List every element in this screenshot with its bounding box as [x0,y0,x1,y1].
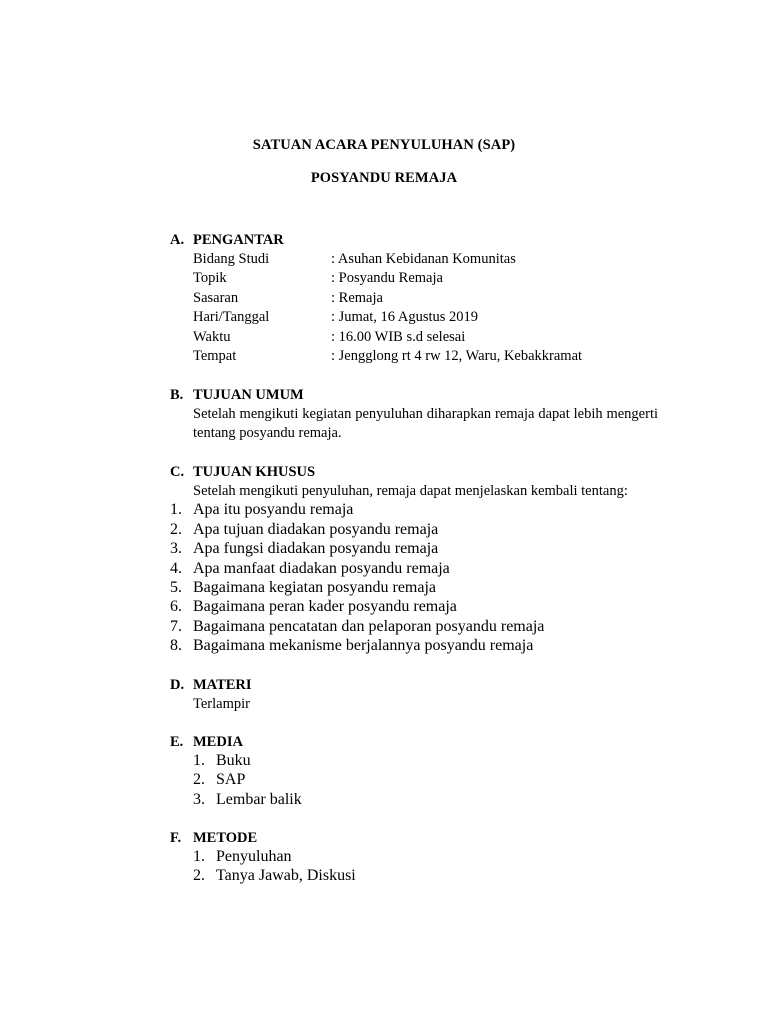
list-item [170,618,660,637]
section-letter: D. [170,677,185,693]
section-heading [170,230,660,250]
section-heading-text: TUJUAN KHUSUS [193,464,316,480]
info-row [193,250,660,269]
list-item [193,867,660,886]
section-tujuan-khusus [170,462,660,657]
info-row [193,269,660,288]
section-heading [170,828,660,848]
list-item [193,771,660,790]
section-metode [170,828,660,887]
info-value: : 16.00 WIB s.d selesai [331,328,466,345]
section-body [193,482,660,501]
info-key: Waktu [193,328,231,345]
list-text: Apa itu posyandu remaja [193,501,354,519]
info-row [193,289,660,308]
section-paragraph: Terlampir [193,696,250,712]
list-number: 2. [193,867,205,885]
list-text: Bagaimana mekanisme berjalannya posyandu remaja [193,637,534,655]
list-text: SAP [216,771,246,789]
section-paragraph: Setelah mengikuti kegiatan penyuluhan diharapkan remaja dapat lebih mengerti tentang posyandu remaja. [193,406,658,442]
list-text: Apa fungsi diadakan posyandu remaja [193,540,439,558]
section-heading [170,732,660,752]
document-title: SATUAN ACARA PENYULUHAN (SAP) [252,137,516,153]
list-item [170,560,660,579]
info-key: Bidang Studi [193,251,270,267]
info-table [193,250,660,366]
section-letter: C. [170,464,185,480]
list-text: Bagaimana kegiatan posyandu remaja [193,578,437,596]
section-heading-text: MEDIA [193,734,243,750]
list-item [170,521,660,540]
list-text: Apa manfaat diadakan posyandu remaja [193,559,450,577]
section-heading-text: PENGANTAR [193,232,284,248]
list-item [170,540,660,559]
method-list [193,848,660,887]
section-heading [170,675,660,695]
list-text: Apa tujuan diadakan posyandu remaja [193,520,439,538]
info-key: Topik [193,270,227,287]
section-media [170,732,660,810]
list-number: 3. [170,540,182,558]
list-number: 1. [170,501,182,519]
info-key: Tempat [193,347,237,364]
section-letter: B. [170,387,184,403]
list-number: 8. [170,637,182,655]
list-item [193,848,660,867]
list-number: 5. [170,578,182,596]
section-materi [170,675,660,714]
info-value: : Jumat, 16 Agustus 2019 [331,309,479,326]
list-number: 1. [193,752,205,769]
section-letter: A. [170,232,185,248]
info-value: : Jengglong rt 4 rw 12, Waru, Kebakkramat [331,347,583,364]
list-number: 2. [193,771,205,789]
info-value: : Remaja [331,289,383,306]
list-text: Tanya Jawab, Diskusi [216,867,356,885]
list-number: 3. [193,790,205,808]
list-text: Bagaimana pencatatan dan pelaporan posyandu remaja [193,617,545,635]
list-item [170,637,660,656]
list-text: Buku [216,752,251,769]
list-number: 4. [170,559,182,577]
list-number: 6. [170,598,182,616]
info-key: Sasaran [193,289,239,306]
objectives-list [170,501,660,656]
info-row [193,308,660,327]
list-item [170,501,660,520]
section-intro: Setelah mengikuti penyuluhan, remaja dapat menjelaskan kembali tentang: [193,483,628,499]
section-heading-text: TUJUAN UMUM [193,387,304,403]
info-key: Hari/Tanggal [193,309,270,326]
list-item [193,752,660,771]
media-list [193,752,660,810]
list-text: Lembar balik [216,790,302,808]
list-number: 7. [170,617,182,635]
section-tujuan-umum [170,385,660,444]
list-item [170,579,660,598]
list-text: Bagaimana peran kader posyandu remaja [193,598,457,616]
info-row [193,328,660,347]
section-letter: F. [170,830,182,846]
section-heading-text: MATERI [193,677,252,693]
section-pengantar [170,230,660,366]
section-heading [170,385,660,405]
list-number: 2. [170,520,182,538]
document-subtitle: POSYANDU REMAJA [310,170,458,186]
section-letter: E. [170,734,184,750]
section-heading [170,462,660,482]
list-item [193,791,660,810]
info-value: : Asuhan Kebidanan Komunitas [331,251,516,267]
info-row [193,347,660,366]
section-heading-text: METODE [193,830,258,846]
list-text: Penyuluhan [216,848,292,865]
list-item [170,598,660,617]
info-value: : Posyandu Remaja [331,270,443,287]
list-number: 1. [193,848,205,865]
